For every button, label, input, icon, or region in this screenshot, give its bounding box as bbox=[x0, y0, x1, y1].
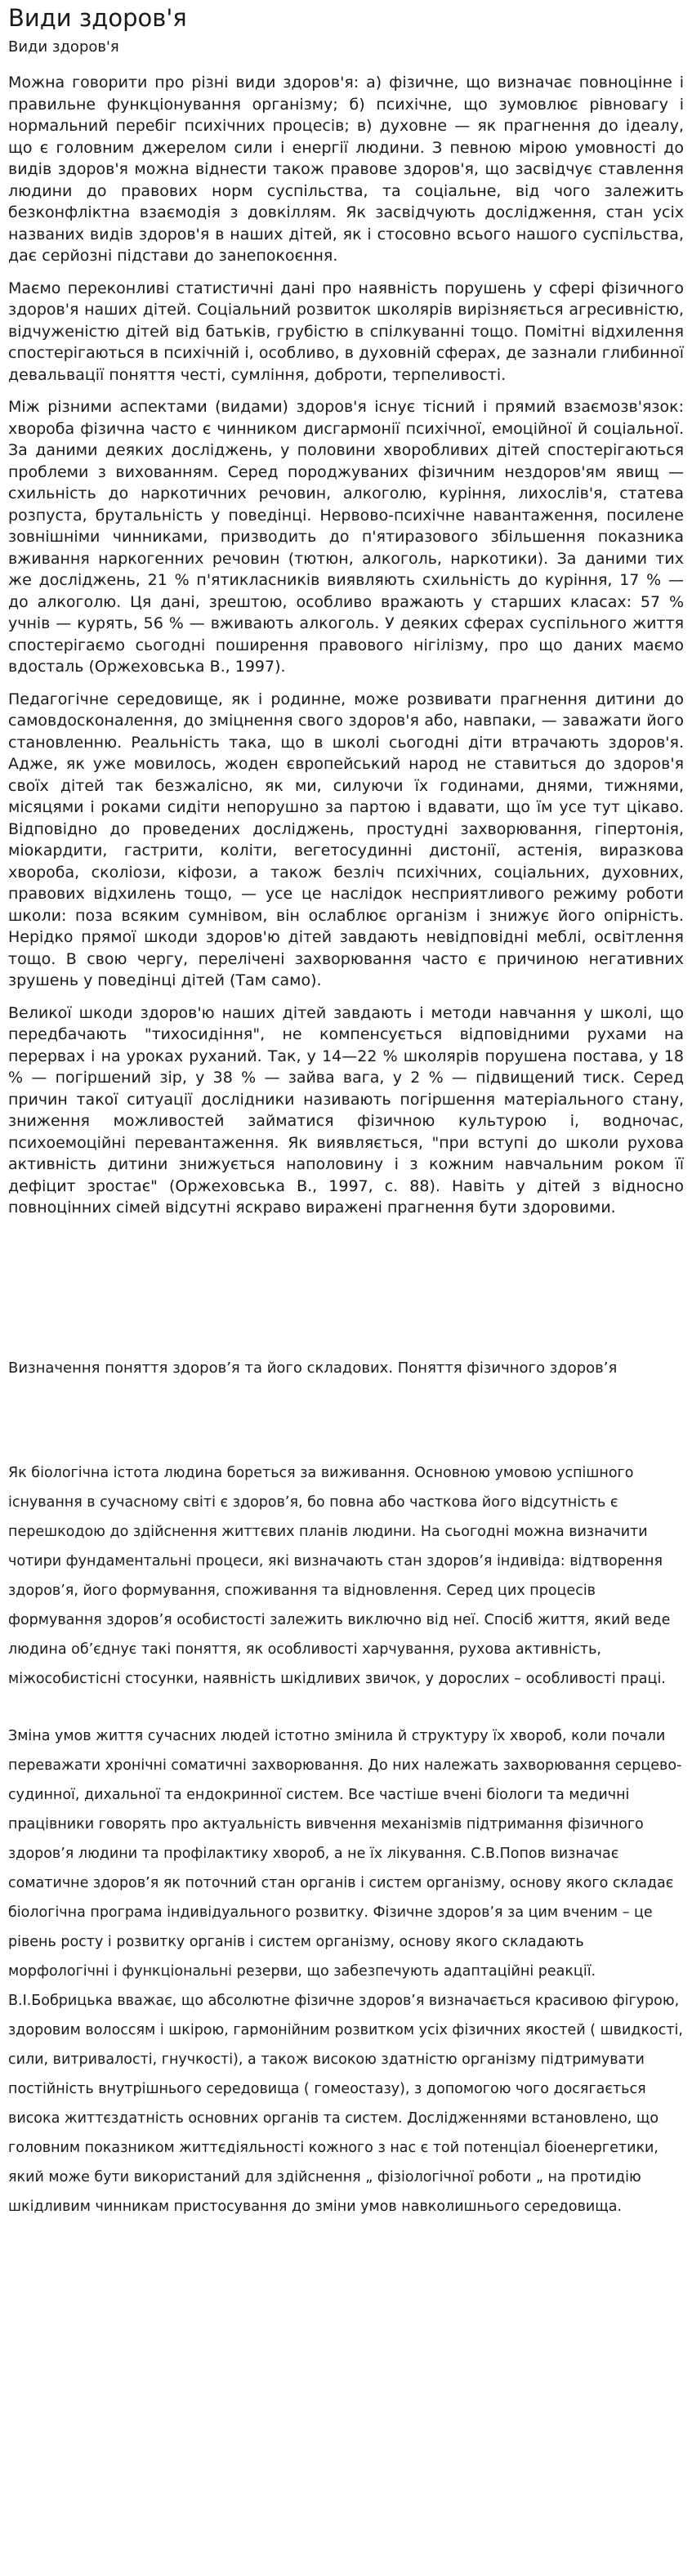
document-title: Види здоров'я bbox=[8, 4, 187, 32]
section-heading: Визначення поняття здоров’я та його складових. Поняття фізичного здоров’я bbox=[8, 1359, 618, 1377]
section-body bbox=[8, 1458, 684, 2221]
document-subtitle: Види здоров'я bbox=[8, 38, 119, 56]
paragraph: Зміна умов життя сучасних людей істотно змінила й структуру їх хвороб, коли почали переважати хронічні соматичні захворювання. До них належать захворювання серцево-судинної, дихальної та ендокринної систем. Все частіше вчені біологи та медичні працівники говорять про актуальність вивчення механізмів підтримання фізичного здоров’я людини та профілактику хвороб, а не їх лікування. С.В.Попов визначає соматичне здоров’я як поточний стан органів і систем організму, основу якого складає біологічна програма індивідуального розвитку. Фізичне здоров’я за цим вченим – це рівень росту і розвитку органів і систем організму, основу якого складають морфологічні і функціональні резерви, що забезпечують адаптаційні реакції. В.І.Бобрицька вважає, що абсолютне фізичне здоров’я визначається красивою фігурою, здоровим волоссям і шкірою, гармонійним розвитком усіх фізичних якостей ( швидкості, сили, витривалості, гнучкості), а також високою здатністю організму підтримувати постійність внутрішнього середовища ( гомеостазу), з допомогою чого досягається висока життєздатність основних органів та систем. Дослідженнями встановлено, що головним показником життєдіяльності кожного з нас є той потенціал біоенергетики, який може бути використаний для здійснення „ фізіологічної роботи „ на протидію шкідливим чинникам пристосування до зміни умов навколишнього середовища. bbox=[8, 1727, 683, 2215]
paragraph: Можна говорити про різні види здоров'я: а) фізичне, що визначає повноцінне і правильне функціонування організму; б) психічне, що зумовлює рівновагу і нормальний перебіг психічних процесів; в) духовне — як прагнення до ідеалу, що є головним джерелом сили і енергії людини. З певною мірою умовності до видів здоров'я можна віднести також правове здоров'я, що засвідчує ставлення людини до правових норм суспільства, та соціальне, від чого залежить безконфліктна взаємодія з довкіллям. Як засвідчують дослідження, стан усіх названих видів здоров'я в наших дітей, як і стосовно всього нашого суспільства, дає серйозні підстави до занепокоєння. bbox=[8, 74, 684, 265]
paragraph: Маємо переконливі статистичні дані про наявність порушень у сфері фізичного здоров'я наших дітей. Соціальний розвиток школярів вирізняється агресивністю, відчуженістю дітей від батьків, грубістю в спілкуванні тощо. Помітні відхилення спостерігаються в психічній і, особливо, в духовній сферах, де зазнали глибинної девальвації поняття честі, сумління, доброти, терпеливості. bbox=[8, 279, 684, 384]
paragraph: Великої шкоди здоров'ю наших дітей завдають і методи навчання у школі, що передбачають "тихосидіння", не компенсується відповідними рухами на перервах і на уроках руханий. Так, у 14—22 % школярів порушена постава, у 18 % — погіршений зір, у 38 % — зайва вага, у 2 % — підвищений тиск. Серед причин такої ситуації дослідники називають погіршення матеріального стану, зниження можливостей займатися фізичною культурою і, водночас, психоемоційні перевантаження. Як виявляється, "при вступі до школи рухова активність дитини знижується наполовину і з кожним навчальним роком її дефіцит зростає" (Оржеховська В., 1997, с. 88). Навіть у дітей з відносно повноцінних сімей відсутні яскраво виражені прагнення бути здоровими. bbox=[8, 1003, 684, 1217]
paragraph: Між різними аспектами (видами) здоров'я існує тісний і прямий взаємозв'язок: хвороба фізична часто є чинником дисгармонії психічної, емоційної й соціальної. За даними деяких досліджень, у половини хворобливих дітей спостерігаються проблеми з вихованням. Серед породжуваних фізичним нездоров'ям явищ — схильність до наркотичних речовин, алкоголю, куріння, лихослів'я, статева розпуста, брутальність у поведінці. Нервово-психічне навантаження, посилене зовнішніми чинниками, призводить до п'ятиразового збільшення показника вживання наркогенних речовин (тютюн, алкоголь, наркотики). За даними тих же досліджень, 21 % п'ятикласників виявляють схильність до куріння, 17 % — до алкоголю. Ця дані, зрештою, особливо вражають у старших класах: 57 % учнів — курять, 56 % — вживають алкоголь. У деяких сферах суспільного життя спостерігаємо сьогодні поширення правового нігілізму, про що даних маємо вдосталь (Оржеховська В., 1997). bbox=[8, 398, 684, 676]
blank-space bbox=[8, 1230, 684, 1352]
paragraph: Як біологічна істота людина бореться за виживання. Основною умовою успішного існування в сучасному світі є здоров’я, бо повна або часткова його відсутність є перешкодою до здійснення життєвих планів людини. На сьогодні можна визначити чотири фундаментальні процеси, які визначають стан здоров’я індивіда: відтворення здоров’я, його формування, споживання та відновлення. Серед цих процесів формування здоров’я особистості залежить виключно від неї. Спосіб життя, який веде людина об’єднує такі поняття, як особливості харчування, рухова активність, міжособистісні стосунки, наявність шкідливих звичок, у дорослих – особливості праці. bbox=[8, 1464, 671, 1687]
paragraph: Педагогічне середовище, як і родинне, може розвивати прагнення дитини до самовдосконалення, до зміцнення свого здоров'я або, навпаки, — заважати його становленню. Реальність така, що в школі сьогодні діти втрачають здоров'я. Адже, як уже мовилось, жоден європейський народ не ставиться до здоров'я своїх дітей так безжалісно, як ми, силуючи їх годинами, днями, тижнями, місяцями і роками сидіти непорушно за партою і вдавати, що їм усе тут цікаво. Відповідно до проведених досліджень, простудні захворювання, гіпертонія, міокардити, гастрити, коліти, вегетосудинні дистонії, астенія, виразкова хвороба, сколіози, кіфози, а також безліч психічних, соціальних, духовних, правових відхилень тощо, — усе це наслідок несприятливого режиму роботи школи: поза всяким сумнівом, він ослаблює організм і знижує його опірність. Нерідко прямої шкоди здоров'ю дітей завдають невідповідні меблі, освітлення тощо. В свою чергу, перелічені захворювання часто є причиною негативних зрушень у поведінці дітей (Там само). bbox=[8, 690, 684, 989]
document-body bbox=[8, 72, 684, 1219]
